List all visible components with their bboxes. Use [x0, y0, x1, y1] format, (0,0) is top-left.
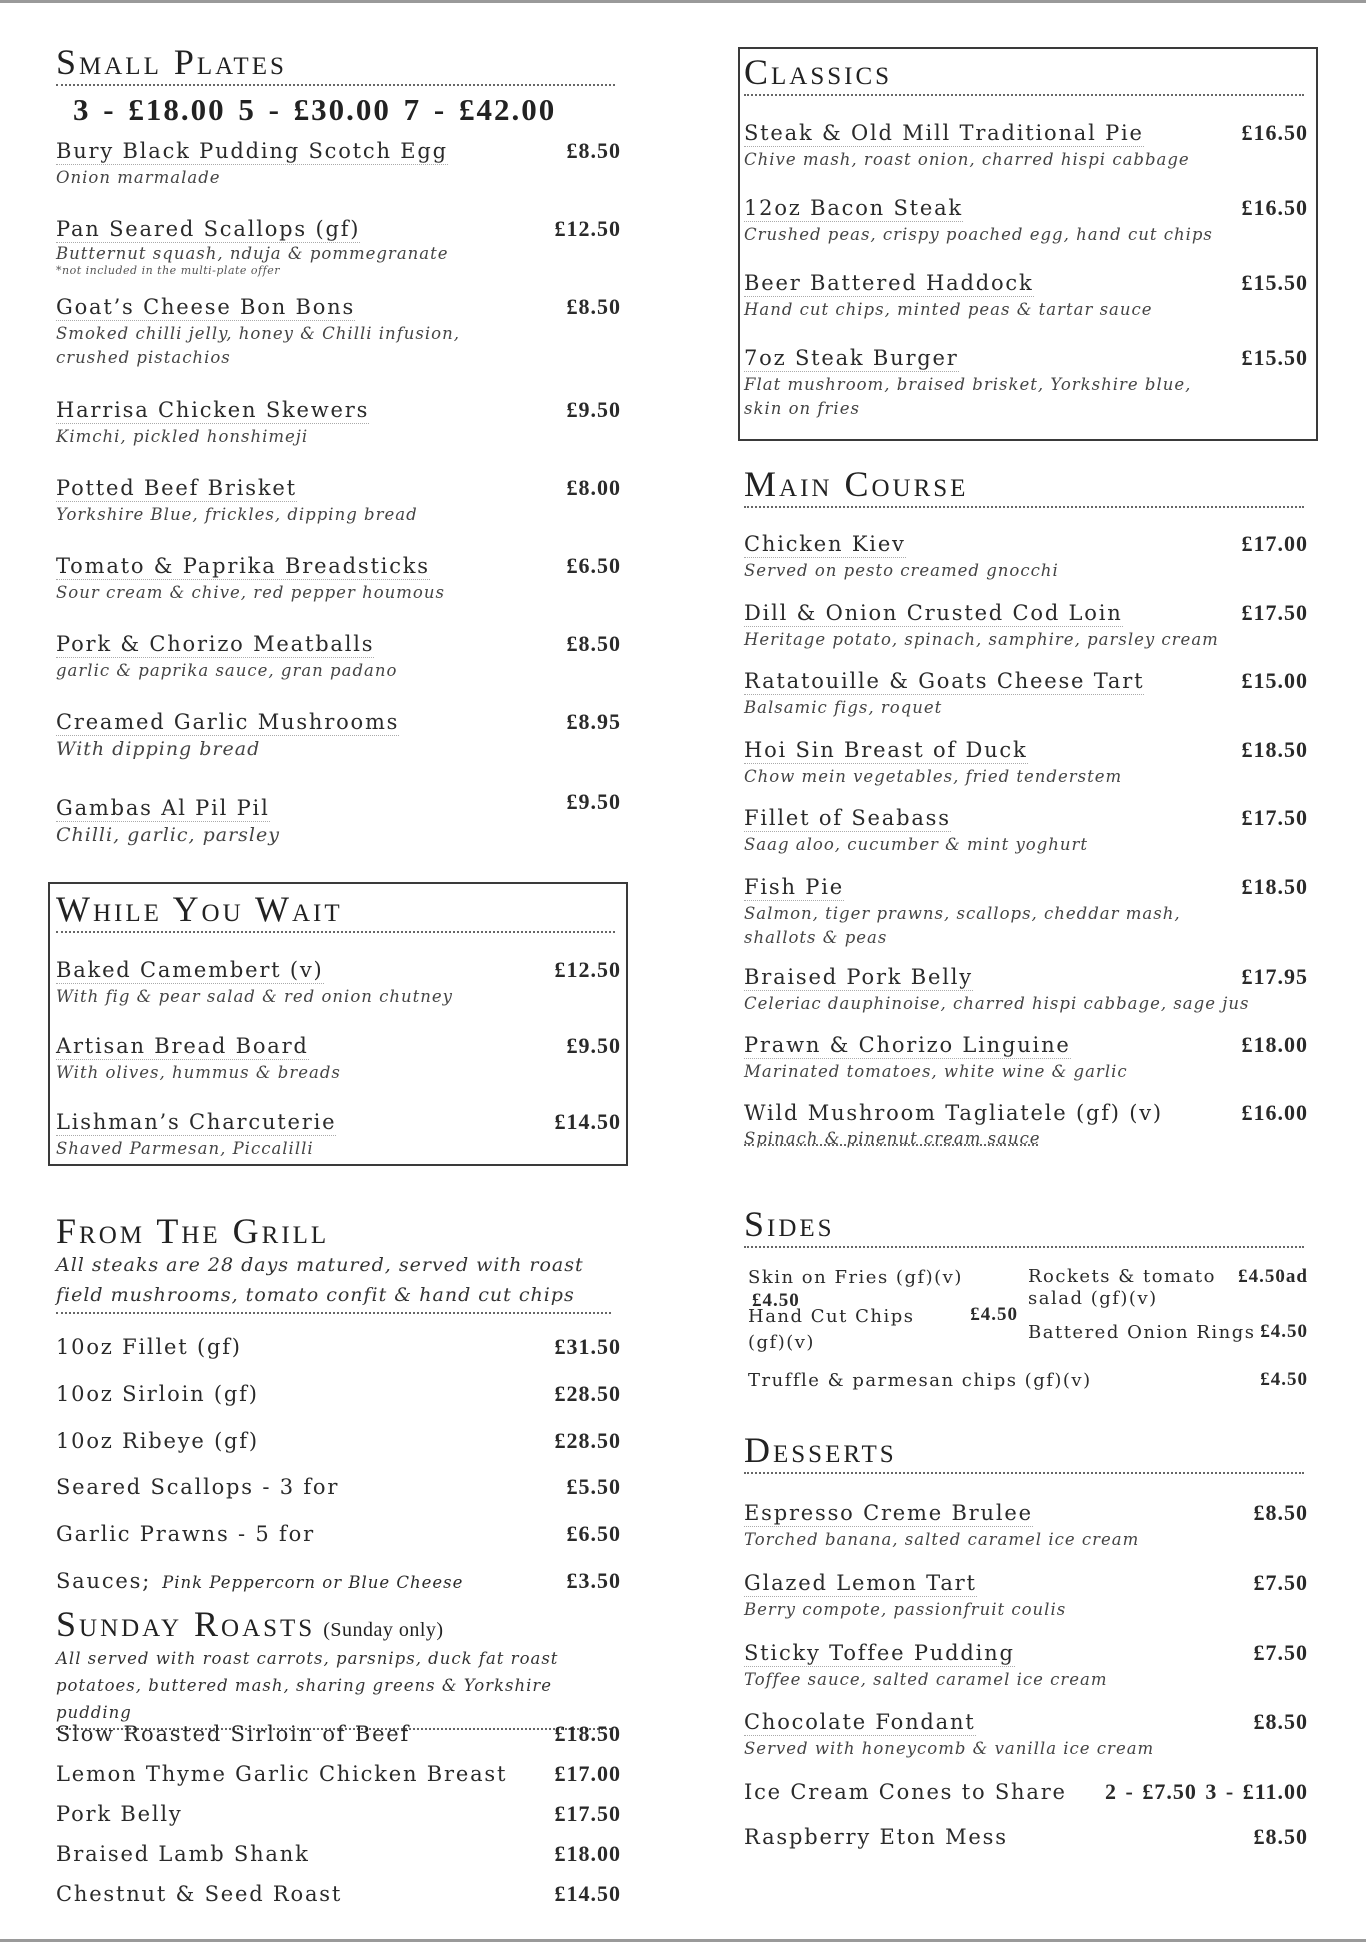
item-price: £7.50 — [1253, 1570, 1308, 1595]
item-description: Sour cream & chive, red pepper houmous — [56, 583, 445, 602]
item-price: £17.00 — [1241, 531, 1308, 556]
menu-item — [744, 1709, 1308, 1761]
menu-item — [744, 1779, 1308, 1805]
item-price: £6.50 — [566, 553, 621, 578]
menu-item — [744, 120, 1308, 172]
sides-section — [744, 1206, 1308, 1248]
item-name: Sauces; — [56, 1569, 152, 1593]
menu-item — [56, 1474, 621, 1500]
item-name: Lemon Thyme Garlic Chicken Breast — [56, 1762, 508, 1786]
section-title: From The Grill — [56, 1211, 330, 1251]
menu-item — [744, 270, 1308, 322]
item-price: £18.00 — [1241, 1032, 1308, 1057]
item-name: Beer Battered Haddock — [744, 271, 1034, 295]
item-description: Celeriac dauphinoise, charred hispi cabbage, sage jus — [744, 994, 1250, 1013]
item-name: Rockets & tomato salad (gf)(v) — [1028, 1266, 1216, 1309]
item-name: Pork Belly — [56, 1802, 183, 1826]
item-description: Salmon, tiger prawns, scallops, cheddar mash, shallots & peas — [744, 904, 1181, 947]
item-name: Chicken Kiev — [744, 532, 906, 556]
item-name: Steak & Old Mill Traditional Pie — [744, 121, 1144, 145]
menu-item — [744, 1640, 1308, 1692]
menu-item — [56, 709, 621, 761]
section-title-text: Sunday Roasts — [56, 1604, 316, 1644]
item-price: £4.50 — [1260, 1369, 1308, 1390]
item-name: 10oz Ribeye (gf) — [56, 1429, 259, 1453]
item-name: Skin on Fries (gf)(v) — [748, 1267, 963, 1288]
item-name: Seared Scallops - 3 for — [56, 1475, 340, 1499]
menu-item — [744, 345, 1308, 421]
desserts-section — [744, 1432, 1308, 1474]
item-name: Braised Pork Belly — [744, 965, 973, 989]
from-the-grill-section — [56, 1213, 621, 1314]
section-title: Main Course — [744, 464, 969, 504]
menu-item — [744, 1500, 1308, 1552]
item-price: £8.00 — [566, 475, 621, 500]
side-item — [748, 1369, 1308, 1393]
section-title: Small Plates — [56, 42, 287, 82]
item-description: Heritage potato, spinach, samphire, parsley cream — [744, 630, 1219, 649]
item-price: £8.95 — [566, 709, 621, 734]
top-border — [0, 0, 1366, 3]
item-description: Pink Peppercorn or Blue Cheese — [162, 1573, 464, 1592]
item-price: £8.50 — [566, 294, 621, 319]
item-name: Dill & Onion Crusted Cod Loin — [744, 601, 1123, 625]
item-name: Raspberry Eton Mess — [744, 1825, 1008, 1849]
item-price: £14.50 — [554, 1881, 621, 1906]
item-description: Shaved Parmesan, Piccalilli — [56, 1139, 314, 1158]
item-name: Creamed Garlic Mushrooms — [56, 710, 400, 734]
item-name: Pork & Chorizo Meatballs — [56, 632, 375, 656]
item-price: £17.50 — [1241, 805, 1308, 830]
item-description: Served on pesto creamed gnocchi — [744, 561, 1059, 580]
menu-item — [744, 874, 1308, 950]
item-price: £9.50 — [566, 789, 621, 814]
item-name: Harrisa Chicken Skewers — [56, 398, 370, 422]
menu-item — [744, 737, 1308, 789]
item-price: £7.50 — [1253, 1640, 1308, 1665]
menu-item — [744, 1032, 1308, 1084]
menu-item — [56, 1033, 621, 1085]
item-name: Wild Mushroom Tagliatele (gf) (v) — [744, 1101, 1163, 1125]
section-intro: All served with roast carrots, parsnips, duck fat roast potatoes, buttered mash, sharing greens & Yorkshire pudding — [56, 1649, 559, 1722]
item-description: Berry compote, passionfruit coulis — [744, 1600, 1067, 1619]
item-description: Torched banana, salted caramel ice cream — [744, 1530, 1140, 1549]
item-price: £31.50 — [554, 1334, 621, 1359]
title-rule — [744, 1246, 1304, 1248]
item-name: Lishman’s Charcuterie — [56, 1110, 337, 1134]
item-description: Hand cut chips, minted peas & tartar sauce — [744, 300, 1153, 319]
item-price: £18.00 — [554, 1841, 621, 1866]
item-name: Glazed Lemon Tart — [744, 1571, 977, 1595]
sunday-roasts-section — [56, 1606, 621, 1730]
item-description: With fig & pear salad & red onion chutney — [56, 987, 453, 1006]
section-intro: All steaks are 28 days matured, served with roast field mushrooms, tomato confit & hand cut chips — [56, 1254, 584, 1306]
section-title — [56, 1606, 621, 1642]
item-description: Crushed peas, crispy poached egg, hand cut chips — [744, 225, 1213, 244]
menu-item — [56, 1109, 621, 1161]
item-description: Spinach & pinenut cream sauce — [744, 1129, 1041, 1148]
item-price: £18.50 — [1241, 874, 1308, 899]
item-price: £4.50 — [1260, 1321, 1308, 1342]
item-description: garlic & paprika sauce, gran padano — [56, 661, 398, 680]
menu-item — [56, 294, 621, 370]
item-price: £15.50 — [1241, 345, 1308, 370]
item-description: Butternut squash, nduja & pommegranate — [56, 244, 449, 263]
multi-plate-offer: 3 - £18.00 5 - £30.00 7 - £42.00 — [73, 92, 557, 127]
item-price: 2 - £7.50 3 - £11.00 — [1105, 1779, 1308, 1804]
item-price: £3.50 — [566, 1568, 621, 1593]
item-description: Flat mushroom, braised brisket, Yorkshire blue, skin on fries — [744, 375, 1192, 418]
item-description: Chive mash, roast onion, charred hispi cabbage — [744, 150, 1190, 169]
item-name: Potted Beef Brisket — [56, 476, 297, 500]
item-name: Goat’s Cheese Bon Bons — [56, 295, 356, 319]
item-name: Espresso Creme Brulee — [744, 1501, 1033, 1525]
menu-item — [56, 1801, 621, 1827]
item-price: £8.50 — [1253, 1500, 1308, 1525]
section-title: While You Wait — [56, 889, 343, 929]
item-price: £16.00 — [1241, 1100, 1308, 1125]
item-price: £8.50 — [1253, 1824, 1308, 1849]
item-price: £28.50 — [554, 1428, 621, 1453]
item-description: Balsamic figs, roquet — [744, 698, 943, 717]
side-item — [1028, 1321, 1308, 1345]
menu-item — [56, 553, 621, 605]
item-description: Saag aloo, cucumber & mint yoghurt — [744, 835, 1089, 854]
menu-item — [744, 964, 1308, 1016]
menu-item — [56, 475, 621, 527]
item-name: Sticky Toffee Pudding — [744, 1641, 1015, 1665]
item-name: Pan Seared Scallops (gf) — [56, 217, 361, 241]
section-title: Classics — [744, 52, 893, 92]
menu-item — [56, 789, 621, 847]
title-rule — [56, 1312, 611, 1314]
item-name: Ice Cream Cones to Share — [744, 1780, 1067, 1804]
item-name: Tomato & Paprika Breadsticks — [56, 554, 430, 578]
item-price: £15.50 — [1241, 270, 1308, 295]
item-name: Hoi Sin Breast of Duck — [744, 738, 1028, 762]
item-name: Bury Black Pudding Scotch Egg — [56, 139, 448, 163]
section-subtitle: (Sunday only) — [323, 1619, 444, 1641]
item-name: Fillet of Seabass — [744, 806, 951, 830]
item-price: £17.00 — [554, 1761, 621, 1786]
menu-item — [56, 957, 621, 1009]
item-name: Garlic Prawns - 5 for — [56, 1522, 315, 1546]
item-description: Yorkshire Blue, frickles, dipping bread — [56, 505, 418, 524]
item-price: £4.50 — [752, 1290, 800, 1311]
menu-item — [56, 1841, 621, 1867]
item-description: Onion marmalade — [56, 168, 221, 187]
item-description: Toffee sauce, salted caramel ice cream — [744, 1670, 1108, 1689]
item-description: Chilli, garlic, parsley — [56, 824, 280, 846]
item-name: Ratatouille & Goats Cheese Tart — [744, 669, 1145, 693]
menu-item — [56, 1881, 621, 1907]
menu-item — [744, 531, 1308, 583]
item-name: 7oz Steak Burger — [744, 346, 959, 370]
menu-item — [56, 631, 621, 683]
item-price: £12.50 — [554, 216, 621, 241]
item-name: Chestnut & Seed Roast — [56, 1882, 343, 1906]
item-name: Truffle & parmesan chips (gf)(v) — [748, 1370, 1092, 1391]
item-description: With dipping bread — [56, 738, 261, 760]
item-price: £28.50 — [554, 1381, 621, 1406]
item-price: £4.50 — [970, 1304, 1018, 1325]
item-price: £12.50 — [554, 957, 621, 982]
item-price: £17.50 — [1241, 600, 1308, 625]
item-price: £8.50 — [566, 631, 621, 656]
menu-item — [56, 1721, 621, 1747]
item-name: Artisan Bread Board — [56, 1034, 309, 1058]
title-rule — [56, 931, 615, 933]
side-item — [748, 1304, 1018, 1356]
item-price: £5.50 — [566, 1474, 621, 1499]
item-name: 12oz Bacon Steak — [744, 196, 963, 220]
item-price: £8.50 — [566, 138, 621, 163]
item-description: Smoked chilli jelly, honey & Chilli infusion, crushed pistachios — [56, 324, 460, 367]
item-note: *not included in the multi-plate offer — [56, 264, 280, 277]
item-price: £16.50 — [1241, 120, 1308, 145]
menu-item — [744, 668, 1308, 720]
item-price: £15.00 — [1241, 668, 1308, 693]
menu-item — [56, 1381, 621, 1407]
menu-item — [744, 1100, 1308, 1151]
item-description: Kimchi, pickled honshimeji — [56, 427, 309, 446]
menu-item — [744, 1570, 1308, 1622]
item-price: £18.50 — [1241, 737, 1308, 762]
title-rule — [744, 1472, 1304, 1474]
item-name: 10oz Fillet (gf) — [56, 1335, 242, 1359]
item-name: Hand Cut Chips (gf)(v) — [748, 1306, 915, 1353]
menu-item — [744, 1824, 1308, 1850]
item-description: Chow mein vegetables, fried tenderstem — [744, 767, 1123, 786]
item-description: Served with honeycomb & vanilla ice cream — [744, 1739, 1155, 1758]
item-name: Battered Onion Rings — [1028, 1322, 1256, 1343]
item-price: £16.50 — [1241, 195, 1308, 220]
item-price: £9.50 — [566, 397, 621, 422]
main-course-section — [744, 466, 1308, 508]
small-plates-section — [56, 44, 621, 128]
menu-item — [56, 1761, 621, 1787]
menu-item — [56, 1521, 621, 1547]
title-rule — [56, 84, 615, 86]
menu-item — [56, 1568, 621, 1594]
menu-item — [744, 600, 1308, 652]
item-price: £17.95 — [1241, 964, 1308, 989]
item-name: Gambas Al Pil Pil — [56, 796, 270, 820]
item-name: Chocolate Fondant — [744, 1710, 976, 1734]
classics-section — [744, 54, 1308, 96]
while-you-wait-section — [56, 891, 621, 933]
item-name: Braised Lamb Shank — [56, 1842, 310, 1866]
item-price: £18.50 — [554, 1721, 621, 1746]
menu-item — [56, 1334, 621, 1360]
item-description: Marinated tomatoes, white wine & garlic — [744, 1062, 1128, 1081]
title-rule — [744, 94, 1304, 96]
menu-item — [56, 138, 621, 190]
title-rule — [744, 506, 1304, 508]
side-item — [1028, 1266, 1308, 1310]
item-price: £9.50 — [566, 1033, 621, 1058]
item-price: £6.50 — [566, 1521, 621, 1546]
menu-item — [56, 397, 621, 449]
item-price: £4.50ad — [1238, 1266, 1308, 1287]
menu-item — [744, 805, 1308, 857]
menu-item — [744, 195, 1308, 247]
menu-item — [56, 1428, 621, 1454]
item-name: Fish Pie — [744, 875, 844, 899]
item-price: £14.50 — [554, 1109, 621, 1134]
item-name: 10oz Sirloin (gf) — [56, 1382, 259, 1406]
item-name: Baked Camembert (v) — [56, 958, 324, 982]
item-name: Slow Roasted Sirloin of Beef — [56, 1722, 411, 1746]
section-title: Desserts — [744, 1430, 897, 1470]
menu-item — [56, 216, 621, 277]
section-title: Sides — [744, 1204, 835, 1244]
item-price: £17.50 — [554, 1801, 621, 1826]
item-name: Prawn & Chorizo Linguine — [744, 1033, 1071, 1057]
item-description: With olives, hummus & breads — [56, 1063, 341, 1082]
item-price: £8.50 — [1253, 1709, 1308, 1734]
